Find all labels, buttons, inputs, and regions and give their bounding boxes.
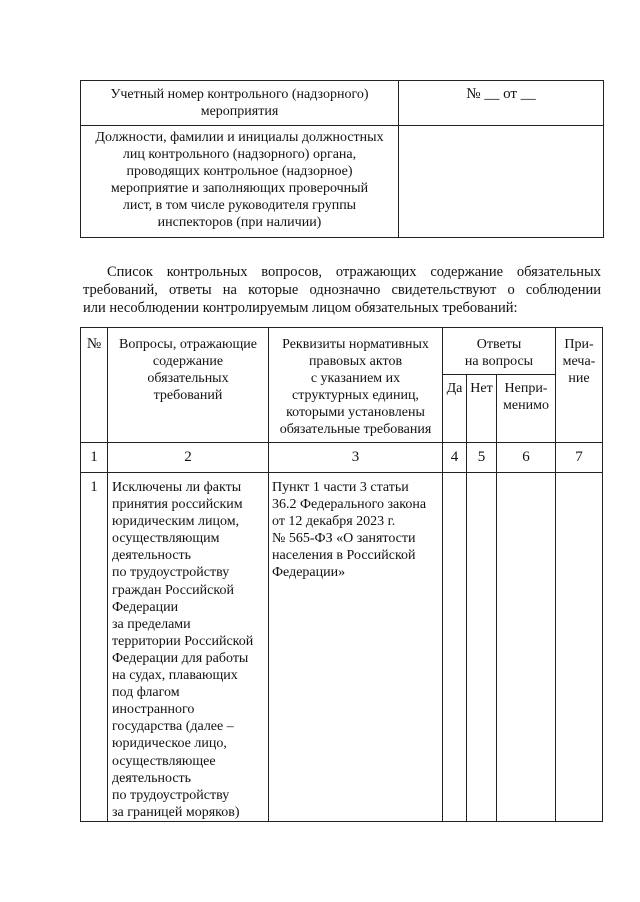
- header-notes: При- меча- ние: [562, 337, 596, 386]
- header-yes: Да: [446, 381, 463, 396]
- col-number-6: 6: [522, 449, 530, 465]
- header-no: Нет: [470, 381, 493, 396]
- col-number-1: 1: [90, 449, 98, 465]
- col-number-4: 4: [450, 449, 459, 465]
- header-not-applicable: Непри- менимо: [503, 381, 549, 413]
- reg-number-value: № __ от __: [466, 86, 536, 102]
- header-questions: Вопросы, отражающие содержание обязательных требований: [119, 337, 257, 403]
- row-answer-yes[interactable]: [443, 479, 466, 819]
- col-number-5: 5: [477, 449, 486, 465]
- row-requisite: Пункт 1 части 3 статьи 36.2 Федерального закона от 12 декабря 2023 г. № 565-ФЗ «О занятости населения в Российской Федерации»: [272, 480, 427, 580]
- row-answer-not-applicable[interactable]: [497, 479, 555, 819]
- row-question: Исключены ли факты принятия российским юридическим лицом, осуществляющим деятельность по трудоустройству граждан Российской Федерации за пределами территории Российской Федерации для работы на судах, плавающих под флагом иностранного государства (далее – юридическое лицо, осуществляющее деятельность по трудоустройству за границей моряков): [112, 480, 254, 820]
- intro-line-1: Список контрольных вопросов, отражающих содержание обязательных: [107, 264, 601, 280]
- col-number-3: 3: [351, 449, 360, 465]
- intro-line-3: или несоблюдении контролируемым лицом обязательных требований:: [83, 300, 518, 316]
- row-note[interactable]: [556, 479, 602, 819]
- header-num: №: [86, 336, 102, 352]
- row-number: 1: [90, 479, 98, 495]
- header-answers: Ответы на вопросы: [464, 337, 534, 369]
- col-number-2: 2: [184, 449, 192, 465]
- intro-line-2: требований, ответы на которые однозначно свидетельствуют о соблюдении: [83, 282, 601, 298]
- header-requisites: Реквизиты нормативных правовых актов с указанием их структурных единиц, которыми установлены обязательные требования: [279, 337, 432, 437]
- row-answer-no[interactable]: [467, 479, 496, 819]
- reg-number-label: Учетный номер контрольного (надзорного) мероприятия: [110, 87, 369, 119]
- inspectors-label: Должности, фамилии и инициалы должностных лиц контрольного (надзорного) органа, проводящих контрольное (надзорное) мероприятие и заполняющих проверочный лист, в том числе руководителя группы инспекторов (при наличии): [95, 130, 384, 230]
- col-number-7: 7: [575, 449, 583, 465]
